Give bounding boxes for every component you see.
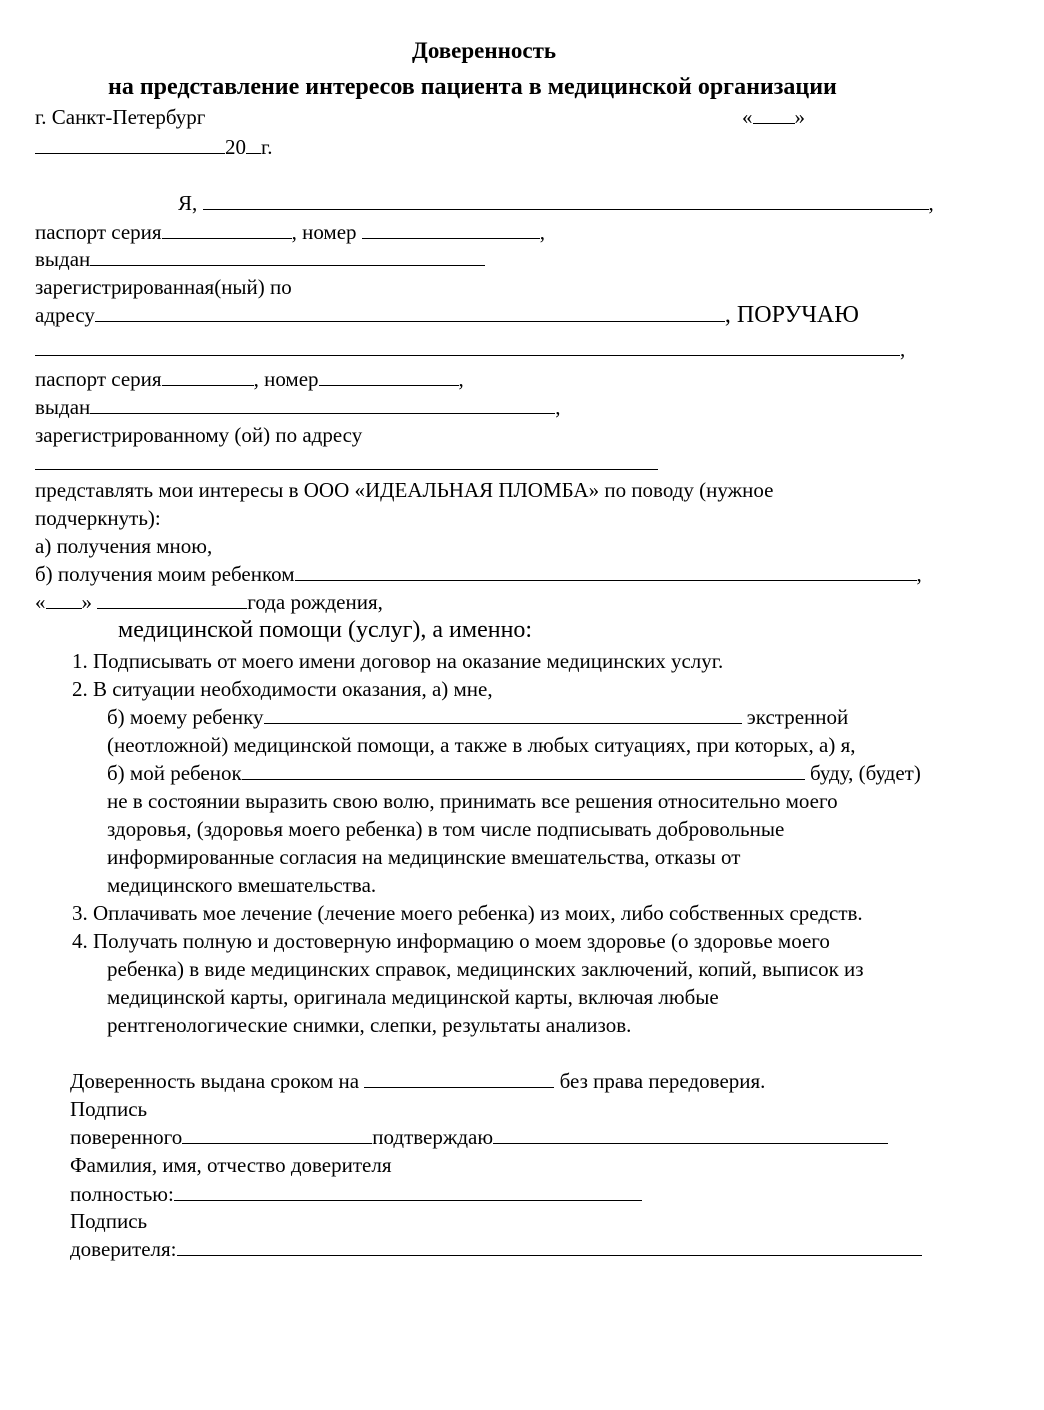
item-2-child-line: б) моему ребенку экстренной: [107, 705, 849, 729]
item-2-child-line-2: б) мой ребенок буду, (будет): [107, 761, 921, 785]
represent-text-2: подчеркнуть):: [35, 506, 161, 530]
fio-label: Фамилия, имя, отчество доверителя: [70, 1153, 392, 1177]
fio-line: полностью:: [70, 1181, 642, 1207]
item-4-text: медицинской карты, оригинала медицинской карты, включая любые: [107, 985, 719, 1009]
date-year: 20 г.: [35, 134, 273, 160]
date-day: « »: [742, 105, 805, 129]
agent-signature-line: поверенного подтверждаю: [70, 1124, 888, 1150]
principal-passport-line: паспорт серия , номер ,: [35, 220, 546, 244]
signature-label-2: Подпись: [70, 1209, 148, 1233]
city: г. Санкт-Петербург: [35, 105, 206, 129]
principal-signature-line: доверителя:: [70, 1236, 922, 1262]
item-2: 2. В ситуации необходимости оказания, а) мне,: [72, 677, 493, 701]
item-2-text: здоровья, (здоровья моего ребенка) в том числе подписывать добровольные: [107, 817, 785, 841]
agent-passport-line: паспорт серия , номер ,: [35, 367, 464, 391]
item-2-text: не в состоянии выразить свою волю, принимать все решения относительно моего: [107, 789, 838, 813]
option-b: б) получения моим ребенком ,: [35, 562, 922, 586]
document-subtitle: на представление интересов пациента в медицинской организации: [108, 74, 837, 100]
item-3: 3. Оплачивать мое лечение (лечение моего ребенка) из моих, либо собственных средств.: [72, 901, 863, 925]
principal-address-line: адресу , ПОРУЧАЮ: [35, 302, 859, 328]
principal-name-line: Я, ,: [178, 191, 934, 215]
item-4-text: рентгенологические снимки, слепки, результаты анализов.: [107, 1013, 632, 1037]
item-2-text: (неотложной) медицинской помощи, а также в любых ситуациях, при которых, а) я,: [107, 733, 856, 757]
principal-issued-line: выдан: [35, 246, 485, 272]
item-1: 1. Подписывать от моего имени договор на оказание медицинских услуг.: [72, 649, 724, 673]
item-4: 4. Получать полную и достоверную информацию о моем здоровье (о здоровье моего: [72, 929, 830, 953]
term-line: Доверенность выдана сроком на без права передоверия.: [70, 1069, 766, 1093]
agent-name-line: ,: [35, 336, 905, 362]
signature-label: Подпись: [70, 1097, 148, 1121]
option-a: а) получения мною,: [35, 534, 213, 558]
item-2-text: информированные согласия на медицинские вмешательства, отказы от: [107, 845, 741, 869]
document-title: Доверенность: [412, 38, 557, 63]
item-2-text: медицинского вмешательства.: [107, 873, 377, 897]
agent-registered: зарегистрированному (ой) по адресу: [35, 423, 363, 447]
principal-registered: зарегистрированная(ный) по: [35, 275, 292, 299]
services-heading: медицинской помощи (услуг), а именно:: [118, 617, 533, 643]
agent-address-line: [35, 450, 658, 476]
birth-date-line: « » года рождения,: [35, 590, 383, 614]
agent-issued-line: выдан ,: [35, 395, 561, 419]
represent-text-1: представлять мои интересы в ООО «ИДЕАЛЬНАЯ ПЛОМБА» по поводу (нужное: [35, 478, 774, 502]
item-4-text: ребенка) в виде медицинских справок, медицинских заключений, копий, выписок из: [107, 957, 864, 981]
